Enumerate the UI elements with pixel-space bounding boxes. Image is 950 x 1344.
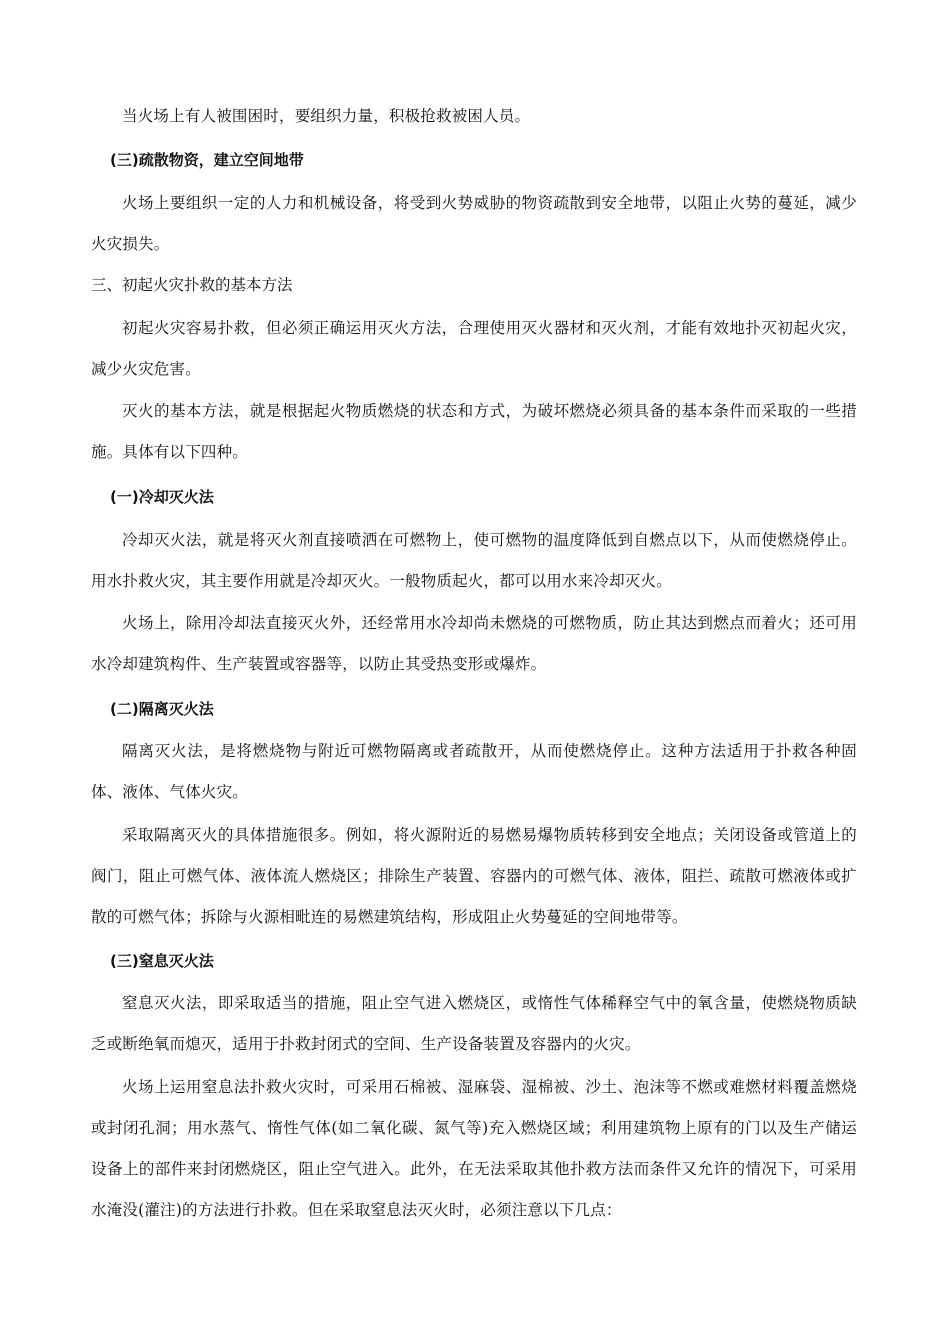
section-title-basic-methods: 三、初起火灾扑救的基本方法 bbox=[91, 276, 293, 294]
paragraph-evacuate-materials: 火场上要组织一定的人力和机械设备，将受到火势威胁的物资疏散到安全地带，以阻止火势的蔓延，减少火灾损失。 bbox=[91, 194, 857, 253]
paragraph-cooling-method: 冷却灭火法，就是将灭火剂直接喷洒在可燃物上，使可燃物的温度降低到自燃点以下，从而使燃烧停止。用水扑救火灾，其主要作用就是冷却灭火。一般物质起火，都可以用水来冷却灭火。 bbox=[91, 531, 857, 590]
paragraph-initial-fire: 初起火灾容易扑救，但必须正确运用灭火方法，合理使用灭火器材和灭火剂，才能有效地扑灭初起火灾，减少火灾危害。 bbox=[91, 319, 857, 378]
paragraph-isolation-measures: 采取隔离灭火的具体措施很多。例如，将火源附近的易燃易爆物质转移到安全地点；关闭设备或管道上的阀门，阻止可燃气体、液体流人燃烧区；排除生产装置、容器内的可燃气体、液体，阻拦、疏散可燃液体或扩散的可燃气体；拆除与火源相毗连的易燃建筑结构，形成阻止火势蔓延的空间地带等。 bbox=[91, 826, 857, 926]
paragraph-isolation-method: 隔离灭火法，是将燃烧物与附近可燃物隔离或者疏散开，从而使燃烧停止。这种方法适用于扑救各种固体、液体、气体火灾。 bbox=[91, 742, 857, 801]
paragraph-basic-methods: 灭火的基本方法，就是根据起火物质燃烧的状态和方式，为破坏燃烧必须具备的基本条件而采取的一些措施。具体有以下四种。 bbox=[91, 402, 857, 461]
heading-cooling-method: (一)冷却灭火法 bbox=[110, 488, 214, 506]
heading-smothering-method: (三)窒息灭火法 bbox=[110, 952, 214, 970]
heading-evacuate-materials: (三)疏散物资，建立空间地带 bbox=[110, 151, 304, 169]
paragraph-rescue-trapped: 当火场上有人被围困时，要组织力量，积极抢救被困人员。 bbox=[122, 107, 531, 125]
paragraph-smothering-measures: 火场上运用窒息法扑救火灾时，可采用石棉被、湿麻袋、湿棉被、沙土、泡沫等不燃或难燃材料覆盖燃烧或封闭孔洞；用水蒸气、惰性气体(如二氧化碳、氮气等)充入燃烧区域；利用建筑物上原有的门以及生产储运设备上的部件来封闭燃烧区，阻止空气进入。此外，在无法采取其他扑救方法而条件又允许的情况下，可采用水淹没(灌注)的方法进行扑救。但在采取窒息法灭火时，必须注意以下几点： bbox=[91, 1078, 857, 1219]
heading-isolation-method: (二)隔离灭火法 bbox=[110, 700, 214, 718]
paragraph-cooling-extra: 火场上，除用冷却法直接灭火外，还经常用水冷却尚未燃烧的可燃物质，防止其达到燃点而着火；还可用水冷却建筑构件、生产装置或容器等，以防止其受热变形或爆炸。 bbox=[91, 614, 857, 673]
paragraph-smothering-method: 窒息灭火法，即采取适当的措施，阻止空气进入燃烧区，或惰性气体稀释空气中的氧含量，使燃烧物质缺乏或断绝氧而熄灭，适用于扑救封闭式的空间、生产设备装置及容器内的火灾。 bbox=[91, 994, 857, 1053]
